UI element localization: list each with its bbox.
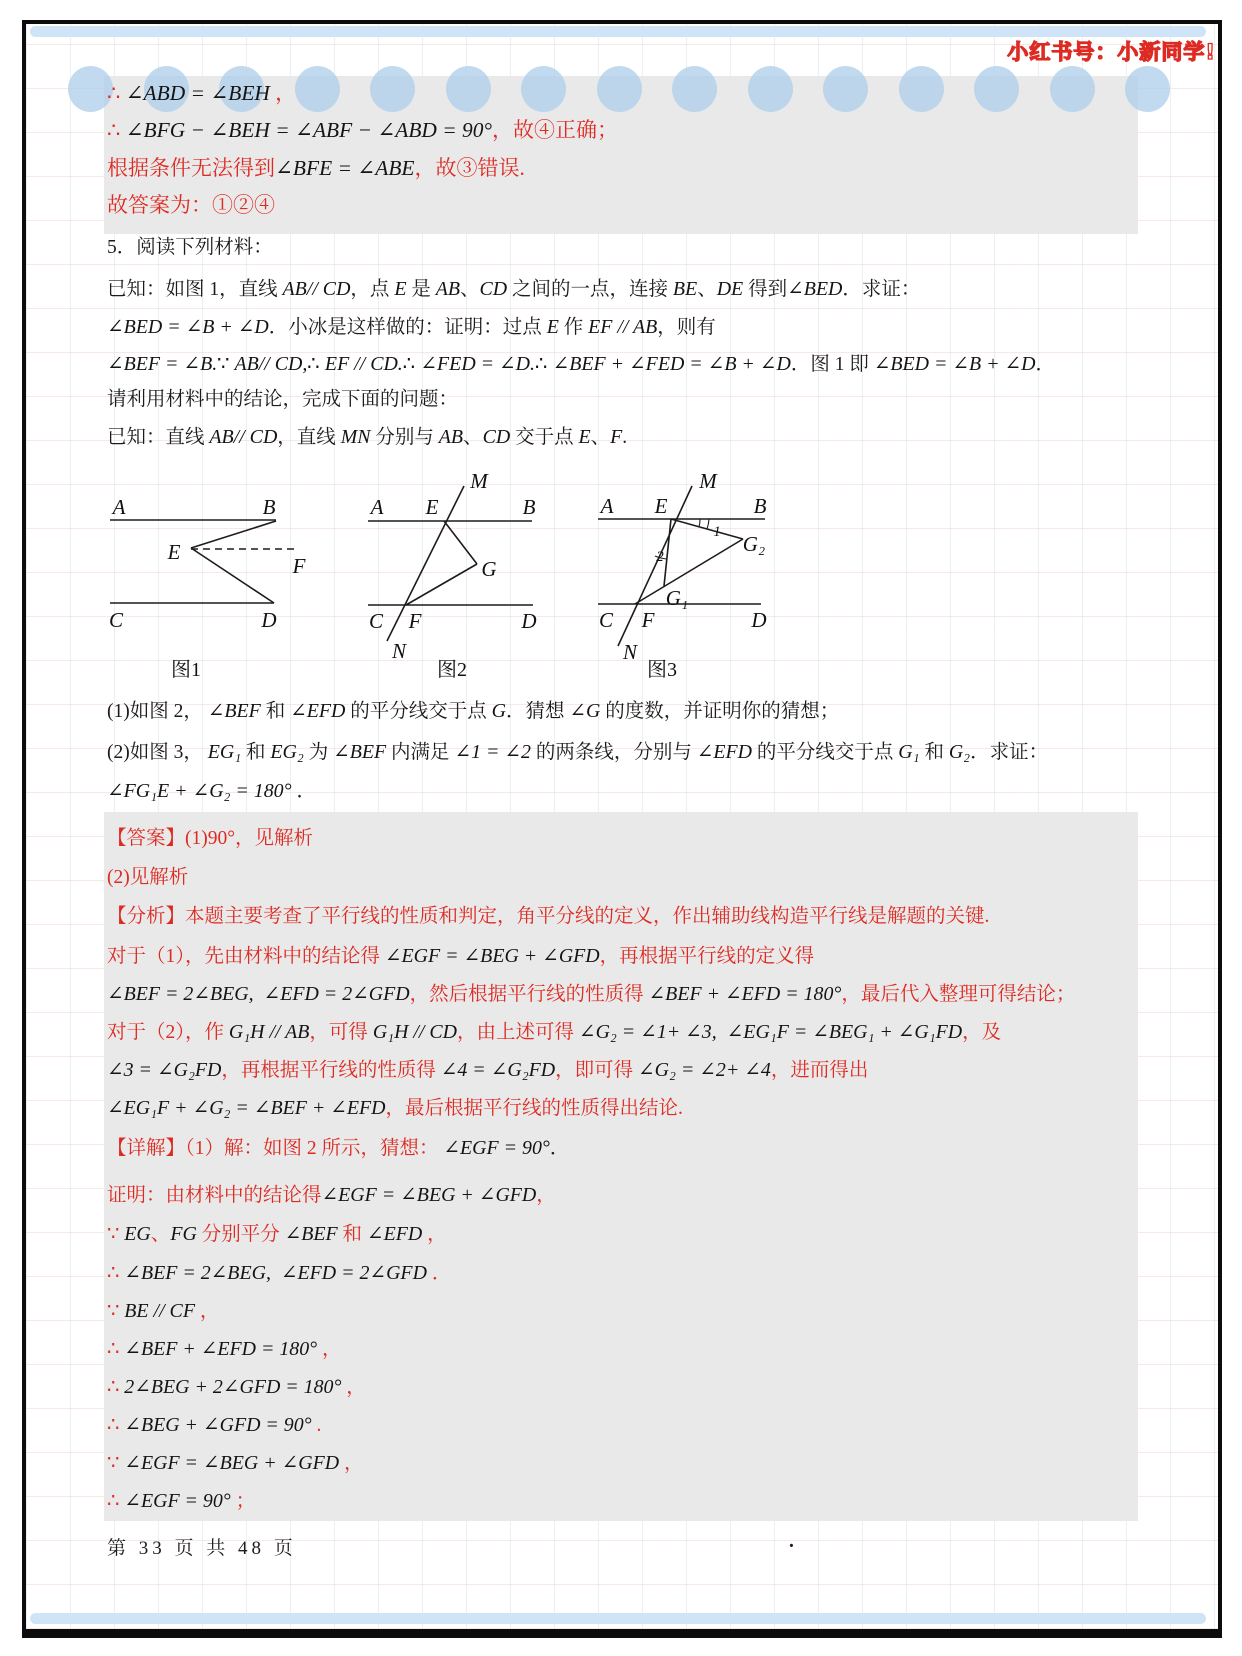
figure-point-label: 2 bbox=[656, 549, 664, 565]
figure-point-label: F bbox=[408, 609, 422, 633]
text-segment: 、 bbox=[150, 1224, 171, 1245]
text-segment: 根据条件无法得到 bbox=[107, 156, 275, 180]
text-segment: ，故④正确； bbox=[492, 118, 618, 142]
text-line bbox=[107, 1058, 868, 1083]
math-segment: ∠EGF = ∠BEG + ∠GFD bbox=[124, 1452, 340, 1474]
figure-point-label: F bbox=[641, 608, 655, 632]
figure-point-label: A bbox=[112, 495, 126, 519]
text-segment: 为 bbox=[303, 742, 334, 763]
math-segment: EG bbox=[124, 1223, 151, 1245]
text-segment: 和 bbox=[337, 1224, 367, 1245]
text-segment: . bbox=[622, 427, 628, 448]
math-segment: ∠1 = ∠2 bbox=[454, 741, 531, 763]
math-segment: 2∠BEG + 2∠GFD = 180° bbox=[124, 1376, 342, 1398]
math-segment: ∠BEG + ∠GFD = 90° bbox=[124, 1414, 312, 1436]
text-segment: 【分析】本题主要考查了平行线的性质和判定，角平分线的定义，作出辅助线构造平行线是解题的关键. bbox=[107, 906, 990, 927]
text-segment: ，即可得 bbox=[555, 1060, 638, 1081]
text-segment: 是 bbox=[406, 279, 436, 300]
text-segment: ．图 1 即 bbox=[790, 354, 874, 375]
text-line bbox=[107, 1489, 255, 1514]
math-segment: ∠ABD = ∠BEH bbox=[125, 81, 270, 105]
math-segment: ∠EGF = ∠BEG + ∠GFD bbox=[384, 945, 600, 967]
math-segment: E bbox=[578, 426, 591, 448]
figure-point-label: D bbox=[751, 608, 767, 632]
text-line bbox=[107, 80, 296, 107]
math-segment: ∠BED = ∠B + ∠D bbox=[873, 353, 1036, 375]
text-line bbox=[107, 982, 1075, 1007]
text-segment: 已知：直线 bbox=[107, 427, 210, 448]
figure-point-label: 1 bbox=[713, 524, 721, 540]
text-segment: 和 bbox=[260, 701, 291, 722]
text-segment: ， bbox=[339, 1453, 364, 1474]
text-line bbox=[107, 117, 618, 144]
text-segment: ∵ bbox=[107, 1301, 125, 1322]
text-line bbox=[107, 1261, 451, 1286]
text-segment: ． bbox=[1035, 354, 1056, 375]
text-line bbox=[107, 1020, 1001, 1045]
math-segment: G₁ bbox=[898, 741, 920, 763]
figure-point-label: N bbox=[622, 640, 638, 664]
text-line bbox=[107, 155, 525, 182]
text-segment: (1)如图 2， bbox=[107, 701, 208, 722]
text-segment: 分别平分 bbox=[196, 1224, 285, 1245]
figure-point-label: C bbox=[598, 608, 614, 632]
text-segment: ∴ bbox=[107, 1263, 125, 1284]
math-segment: ∠BEF + ∠EFD = 180° bbox=[648, 983, 842, 1005]
text-line bbox=[107, 192, 275, 218]
text-segment: ．求证： bbox=[842, 279, 921, 300]
math-segment: ∠EGF = ∠BEG + ∠GFD bbox=[321, 1184, 537, 1206]
text-segment: (2)见解析 bbox=[107, 867, 189, 888]
figure-point-label: E bbox=[425, 495, 439, 519]
text-segment: ∴ bbox=[107, 1491, 125, 1512]
text-line bbox=[107, 779, 316, 804]
math-segment: E bbox=[394, 278, 407, 300]
math-segment: ∠BEF + ∠EFD = 180° bbox=[124, 1338, 318, 1360]
text-segment: ．求证： bbox=[970, 742, 1049, 763]
text-segment: 证明：由材料中的结论得 bbox=[107, 1185, 322, 1206]
math-segment: FG bbox=[170, 1223, 197, 1245]
text-segment: ，再根据平行线的性质得 bbox=[221, 1060, 441, 1081]
text-line bbox=[107, 1451, 363, 1476]
math-segment: AB// CD bbox=[209, 426, 278, 448]
math-segment: ∠BEF = 2∠BEG, ∠EFD = 2∠GFD bbox=[107, 983, 410, 1005]
text-segment: ，点 bbox=[350, 279, 395, 300]
text-line bbox=[107, 1183, 556, 1208]
figure-point-label: E bbox=[654, 494, 668, 518]
text-segment: ， bbox=[536, 1185, 556, 1206]
text-segment: 对于（2），作 bbox=[107, 1022, 229, 1043]
math-segment: EF // AB bbox=[588, 316, 658, 338]
math-segment: ∠EFD bbox=[290, 700, 346, 722]
math-segment: ∠EFD bbox=[696, 741, 753, 763]
text-segment: 的平分线交于点 bbox=[752, 742, 899, 763]
text-segment: 和 bbox=[241, 742, 271, 763]
text-line bbox=[107, 740, 1048, 765]
math-segment: ∠G bbox=[569, 700, 601, 722]
math-segment: ∠EGF = 90° bbox=[443, 1137, 550, 1159]
text-line bbox=[107, 1299, 219, 1324]
figure-point-label: A bbox=[600, 494, 614, 518]
text-line bbox=[107, 352, 1055, 377]
text-segment: 对于（1），先由材料中的结论得 bbox=[107, 946, 385, 967]
math-segment: CD bbox=[482, 426, 511, 448]
text-segment: . bbox=[311, 1415, 322, 1436]
text-segment: ，然后根据平行线的性质得 bbox=[409, 984, 649, 1005]
math-segment: ∠BEF bbox=[207, 700, 261, 722]
figure-point-label: G₂ bbox=[742, 532, 766, 556]
math-segment: ∠BEF = ∠B.∵ AB// CD,∴ EF // CD.∴ ∠FED = ∠D.∴ ∠BEF + ∠FED = ∠B + ∠D bbox=[107, 353, 791, 375]
text-line bbox=[107, 827, 313, 851]
math-segment: DE bbox=[716, 278, 744, 300]
text-segment: ，由上述可得 bbox=[457, 1022, 579, 1043]
text-line bbox=[107, 388, 458, 412]
text-segment: 的两条线，分别与 bbox=[530, 742, 697, 763]
text-segment: ∵ bbox=[107, 1224, 125, 1245]
text-segment: ∴ bbox=[107, 81, 126, 105]
figure-point-label: A bbox=[370, 495, 384, 519]
math-segment: BE // CF bbox=[124, 1300, 195, 1322]
text-segment: ∴ bbox=[107, 1415, 125, 1436]
text-line bbox=[107, 236, 273, 260]
math-segment: ∠BEF bbox=[333, 741, 387, 763]
text-segment: ∵ bbox=[107, 1453, 125, 1474]
text-segment: 之间的一点，连接 bbox=[507, 279, 673, 300]
text-segment: ，进而得出 bbox=[770, 1060, 869, 1081]
text-line bbox=[107, 1096, 683, 1121]
figure-point-label: M bbox=[470, 469, 488, 493]
text-line bbox=[107, 1337, 342, 1362]
figure-caption: 图2 bbox=[437, 659, 467, 681]
text-segment: 、 bbox=[590, 427, 611, 448]
figure-point-label: D bbox=[521, 609, 537, 633]
math-segment: AB bbox=[435, 278, 460, 300]
text-segment: ∴ bbox=[107, 118, 126, 142]
text-segment: ，最后根据平行线的性质得出结论. bbox=[385, 1098, 683, 1119]
text-segment: 【详解】（1）解：如图 2 所示，猜想： bbox=[107, 1138, 444, 1159]
text-segment: 、 bbox=[697, 279, 717, 300]
text-line bbox=[107, 425, 627, 450]
math-segment: ∠BFG − ∠BEH = ∠ABF − ∠ABD = 90° bbox=[125, 118, 492, 142]
text-line bbox=[107, 1222, 447, 1247]
stray-dot: . bbox=[789, 1531, 794, 1552]
text-segment: 请利用材料中的结论，完成下面的问题： bbox=[107, 389, 459, 410]
text-segment: ， bbox=[194, 1301, 220, 1322]
math-segment: G bbox=[491, 700, 507, 722]
figure-point-label: B bbox=[753, 494, 767, 518]
text-line bbox=[107, 277, 920, 302]
text-segment: 【答案】(1)90°，见解析 bbox=[107, 828, 314, 849]
figure-point-label: N bbox=[391, 639, 407, 663]
math-segment: EG₂ bbox=[270, 741, 304, 763]
math-segment: ∠3 = ∠G₂FD bbox=[107, 1059, 222, 1081]
text-segment: ∴ bbox=[107, 1377, 125, 1398]
text-segment: 、 bbox=[460, 279, 480, 300]
text-segment: ，最后代入整理可得结论； bbox=[841, 984, 1076, 1005]
math-segment: CD bbox=[479, 278, 508, 300]
text-segment: (2)如图 3， bbox=[107, 742, 208, 763]
math-segment: BE bbox=[672, 278, 698, 300]
text-segment: 故答案为：①②④ bbox=[107, 193, 275, 217]
figure-point-label: M bbox=[699, 469, 717, 493]
page-footer: 第 33 页 共 48 页 bbox=[107, 1538, 297, 1559]
math-segment: ∠EG₁F + ∠G₂ = ∠BEF + ∠EFD bbox=[107, 1097, 386, 1119]
math-segment: ∠FG₁E + ∠G₂ = 180° bbox=[107, 780, 292, 802]
text-segment: ， bbox=[269, 81, 297, 105]
text-line bbox=[107, 905, 989, 929]
math-segment: ∠EFD bbox=[366, 1223, 423, 1245]
text-line bbox=[107, 1375, 366, 1400]
text-segment: ．猜想 bbox=[506, 701, 570, 722]
text-segment: 5．阅读下列材料： bbox=[107, 237, 273, 258]
math-segment: ∠BEF = 2∠BEG, ∠EFD = 2∠GFD bbox=[124, 1262, 427, 1284]
math-segment: E bbox=[546, 316, 559, 338]
math-segment: G₁H // AB bbox=[228, 1021, 310, 1043]
math-segment: ∠EGF = 90° bbox=[124, 1490, 231, 1512]
text-segment: ， bbox=[317, 1339, 342, 1360]
text-segment: 和 bbox=[919, 742, 949, 763]
text-line bbox=[107, 866, 188, 890]
math-segment: MN bbox=[340, 426, 371, 448]
watermark-badge: 小红书号：小新同学! bbox=[1007, 40, 1216, 64]
text-segment: ，则有 bbox=[657, 317, 716, 338]
text-line bbox=[107, 944, 814, 969]
text-segment: ，故③错误. bbox=[414, 156, 525, 180]
math-segment: ∠BED = ∠B + ∠D bbox=[107, 316, 269, 338]
figure-caption: 图1 bbox=[171, 659, 201, 681]
text-segment: 交于点 bbox=[510, 427, 579, 448]
math-segment: ∠BEF bbox=[284, 1223, 338, 1245]
math-segment: F bbox=[610, 426, 623, 448]
math-segment: ∠G₂ = ∠2+ ∠4 bbox=[638, 1059, 771, 1081]
text-segment: ，再根据平行线的定义得 bbox=[599, 946, 815, 967]
figure-point-label: D bbox=[261, 608, 277, 632]
math-segment: ∠BED bbox=[787, 278, 843, 300]
text-segment: ∴ bbox=[107, 1339, 125, 1360]
text-segment: 的平分线交于点 bbox=[345, 701, 492, 722]
text-segment: ． bbox=[549, 1138, 570, 1159]
figure-caption: 图3 bbox=[647, 659, 677, 681]
figure-point-label: E bbox=[167, 540, 181, 564]
figure-point-label: B bbox=[522, 495, 536, 519]
text-line bbox=[107, 1413, 321, 1438]
figure-point-label: G bbox=[481, 557, 497, 581]
text-line bbox=[107, 699, 839, 724]
text-segment: ． bbox=[291, 781, 316, 802]
math-segment: EG₁ bbox=[207, 741, 242, 763]
figure-point-label: F bbox=[292, 554, 306, 578]
text-segment: 作 bbox=[558, 317, 589, 338]
text-segment: ． bbox=[426, 1263, 452, 1284]
text-segment: ， bbox=[341, 1377, 366, 1398]
math-segment: ∠G₂ = ∠1+ ∠3, ∠EG₁F = ∠BEG₁ + ∠G₁FD bbox=[578, 1021, 963, 1043]
math-segment: G₂ bbox=[948, 741, 971, 763]
text-segment: 内满足 bbox=[386, 742, 455, 763]
text-line bbox=[107, 315, 716, 340]
figure-point-label: C bbox=[108, 608, 124, 632]
text-segment: ，直线 bbox=[277, 427, 341, 448]
figure-point-label: C bbox=[368, 609, 384, 633]
text-segment: 已知：如图 1，直线 bbox=[107, 279, 283, 300]
text-segment: 的度数，并证明你的猜想； bbox=[600, 701, 840, 722]
text-segment: 得到 bbox=[743, 279, 788, 300]
text-segment: ， bbox=[422, 1224, 447, 1245]
text-segment: ，及 bbox=[962, 1022, 1002, 1043]
figure-point-label: G₁ bbox=[665, 586, 689, 610]
math-segment: ∠BFE = ∠ABE bbox=[275, 156, 415, 180]
math-segment: G₁H // CD bbox=[372, 1021, 458, 1043]
text-segment: ，可得 bbox=[309, 1022, 373, 1043]
math-segment: AB// CD bbox=[282, 278, 351, 300]
math-segment: AB bbox=[438, 426, 464, 448]
text-segment: 分别与 bbox=[370, 427, 439, 448]
math-segment: ∠4 = ∠G₂FD bbox=[440, 1059, 556, 1081]
text-segment: 、 bbox=[463, 427, 483, 448]
text-segment: ．小冰是这样做的：证明：过点 bbox=[268, 317, 547, 338]
text-line bbox=[107, 1136, 569, 1161]
text-segment: ； bbox=[230, 1491, 256, 1512]
figure-point-label: B bbox=[262, 495, 276, 519]
